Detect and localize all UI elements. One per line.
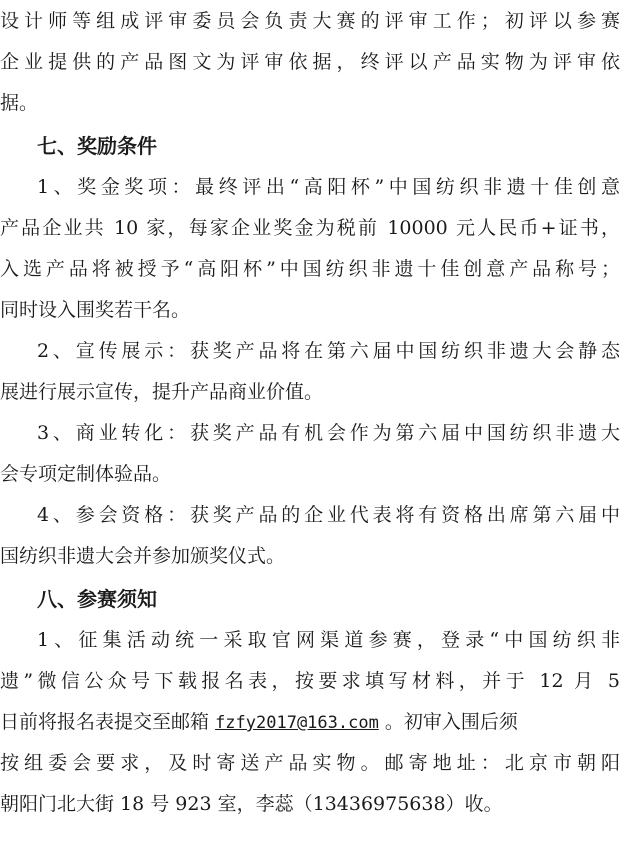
body-line: 企业提供的产品图文为评审依据，终评以产品实物为评审依 [0, 51, 620, 73]
body-line: 会专项定制体验品。 [0, 463, 172, 485]
email-address[interactable]: fzfy2017@163.com [215, 713, 379, 733]
body-line: 国纺织非遗大会并参加颁奖仪式。 [0, 545, 286, 567]
section-heading: 七、奖励条件 [37, 134, 157, 158]
body-line: 展进行展示宣传，提升产品商业价值。 [0, 381, 324, 403]
body-text: 。初审入围后须 [384, 711, 518, 733]
body-line: 1、奖金奖项：最终评出“高阳杯”中国纺织非遗十佳创意 [37, 176, 620, 198]
body-line: 4、参会资格：获奖产品的企业代表将有资格出席第六届中 [37, 504, 620, 526]
body-line: 同时设入围奖若干名。 [0, 299, 191, 321]
body-line: 设计师等组成评审委员会负责大赛的评审工作；初评以参赛 [0, 10, 620, 32]
section-heading: 八、参赛须知 [37, 587, 157, 611]
body-line [0, 707, 620, 737]
body-text: 日前将报名表提交至邮箱 [0, 711, 210, 733]
body-line: 据。 [0, 92, 39, 114]
body-line: 入选产品将被授予“高阳杯”中国纺织非遗十佳创意产品称号； [0, 258, 620, 280]
body-line: 产品企业共 10 家，每家企业奖金为税前 10000 元人民币+证书， [0, 217, 620, 239]
body-line: 3、商业转化：获奖产品有机会作为第六届中国纺织非遗大 [37, 422, 620, 444]
body-line: 1、征集活动统一采取官网渠道参赛，登录“中国纺织非 [37, 629, 620, 651]
body-line: 按组委会要求，及时寄送产品实物。邮寄地址：北京市朝阳 [0, 752, 620, 774]
body-line: 2、宣传展示：获奖产品将在第六届中国纺织非遗大会静态 [37, 340, 620, 362]
body-line: 遗”微信公众号下载报名表，按要求填写材料，并于 12 月 5 [0, 670, 620, 692]
body-line: 朝阳门北大街 18 号 923 室，李蕊（13436975638）收。 [0, 793, 503, 815]
